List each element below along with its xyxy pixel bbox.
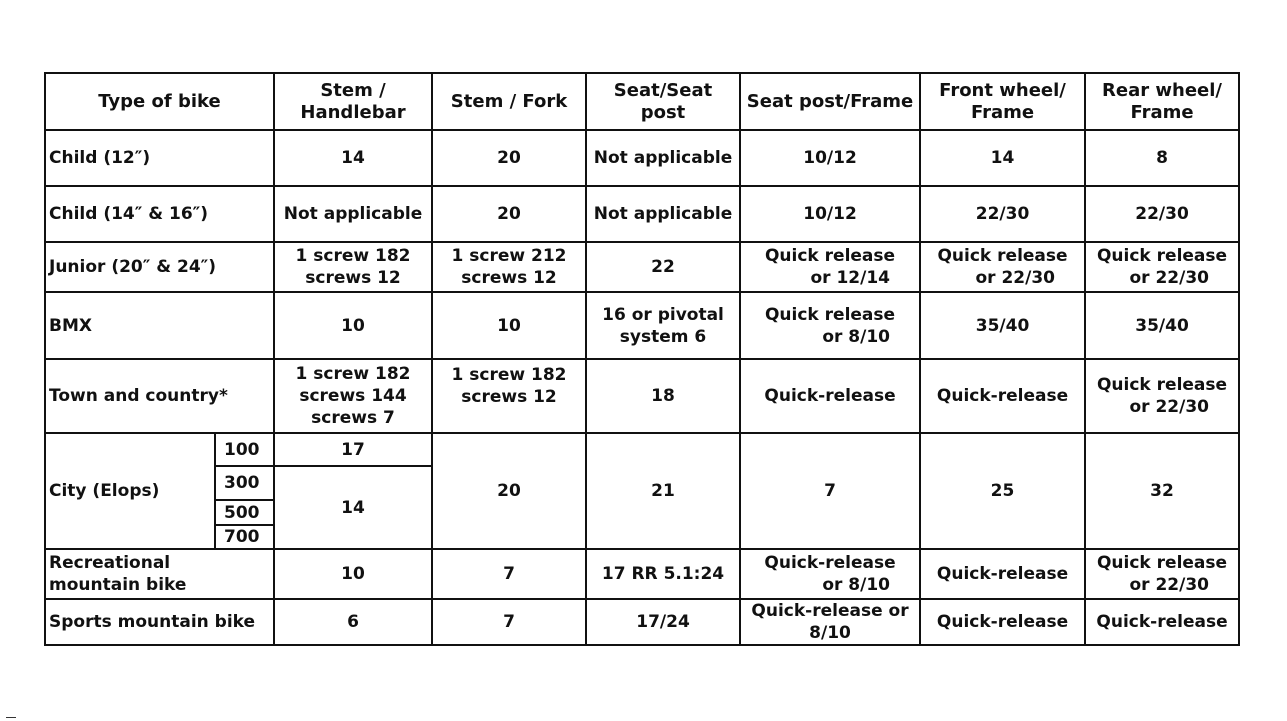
- header-rear-wheel-frame: Rear wheel/ Frame: [1085, 73, 1239, 130]
- seat-seatpost-cell: Not applicable: [586, 186, 740, 242]
- stem-fork-cell: 20: [432, 433, 586, 549]
- rear-wheel-frame-cell: [1085, 359, 1239, 433]
- bike-type-cell: Child (14″ & 16″): [45, 186, 274, 242]
- alt-torque-text: or 8/10: [822, 575, 891, 595]
- seat-seatpost-cell: [586, 292, 740, 359]
- seat-seatpost-cell: 18: [586, 359, 740, 433]
- front-wheel-frame-cell: Quick-release: [920, 549, 1085, 599]
- seatpost-frame-cell: [740, 242, 920, 292]
- stem-handlebar-cell: Not applicable: [274, 186, 432, 242]
- rear-wheel-frame-cell: [1085, 549, 1239, 599]
- quick-release-text: Quick release: [1096, 246, 1228, 266]
- bike-type-text: Recreational mountain bike: [49, 553, 187, 595]
- city-model-700: 700: [215, 525, 274, 549]
- rear-wheel-frame-cell: 32: [1085, 433, 1239, 549]
- front-wheel-frame-cell: Quick-release: [920, 359, 1085, 433]
- quick-release-text: Quick release: [764, 246, 896, 266]
- rear-wheel-frame-cell: 8: [1085, 130, 1239, 186]
- stem-handlebar-text: 1 screw 182 screws 12: [295, 246, 411, 288]
- seat-seatpost-cell: Not applicable: [586, 130, 740, 186]
- bike-type-cell: Child (12″): [45, 130, 274, 186]
- stem-handlebar-cell: [274, 359, 432, 433]
- seatpost-frame-cell: 10/12: [740, 130, 920, 186]
- stem-fork-cell: 20: [432, 186, 586, 242]
- alt-torque-text: or 12/14: [810, 268, 891, 288]
- header-seatpost-frame: Seat post/Frame: [740, 73, 920, 130]
- header-seat-seatpost: Seat/Seat post: [586, 73, 740, 130]
- page-corner-mark: [6, 717, 16, 718]
- header-stem-fork: Stem / Fork: [432, 73, 586, 130]
- seat-seatpost-cell: 17/24: [586, 599, 740, 645]
- bike-type-cell: BMX: [45, 292, 274, 359]
- quick-release-text: Quick release: [1096, 375, 1228, 395]
- header-row: [45, 73, 1239, 130]
- stem-fork-cell: [432, 359, 586, 433]
- quick-release-text: Quick release: [937, 246, 1068, 266]
- seatpost-frame-cell: 7: [740, 433, 920, 549]
- seat-seatpost-cell: 21: [586, 433, 740, 549]
- stem-handlebar-text: 1 screw 182 screws 144 screws 7: [295, 364, 411, 428]
- table-row-sports-mountain-bike: [45, 599, 1239, 645]
- bike-type-cell: Sports mountain bike: [45, 599, 274, 645]
- rear-wheel-frame-cell: [1085, 242, 1239, 292]
- stem-handlebar-cell: 6: [274, 599, 432, 645]
- stem-handlebar-cell: 14: [274, 466, 432, 549]
- seat-seatpost-text: 16 or pivotal system 6: [602, 304, 724, 347]
- stem-handlebar-cell: 10: [274, 292, 432, 359]
- seat-seatpost-cell: 17 RR 5.1:24: [586, 549, 740, 599]
- alt-torque-text: 8/10: [809, 623, 851, 643]
- stem-fork-text: 1 screw 182 screws 12: [451, 365, 567, 407]
- header-stem-handlebar: Stem / Handlebar: [274, 73, 432, 130]
- front-wheel-frame-cell: 22/30: [920, 186, 1085, 242]
- city-model-500: 500: [215, 500, 274, 525]
- seatpost-frame-cell: [740, 549, 920, 599]
- alt-torque-text: or 22/30: [1129, 397, 1210, 417]
- seat-seatpost-cell: 22: [586, 242, 740, 292]
- seatpost-frame-cell: [740, 599, 920, 645]
- stem-handlebar-cell: 17: [274, 433, 432, 466]
- seatpost-frame-cell: 10/12: [740, 186, 920, 242]
- bike-type-cell: Junior (20″ & 24″): [45, 242, 274, 292]
- table-row-junior: [45, 242, 1239, 292]
- table-row-child-14-16: [45, 186, 1239, 242]
- quick-release-text: Quick release: [764, 304, 896, 325]
- seatpost-frame-cell: Quick-release: [740, 359, 920, 433]
- quick-release-text: Quick release: [1096, 553, 1228, 573]
- stem-fork-cell: 7: [432, 599, 586, 645]
- rear-wheel-frame-cell: Quick-release: [1085, 599, 1239, 645]
- city-model-300: 300: [215, 466, 274, 500]
- quick-release-text: Quick-release or: [751, 601, 909, 621]
- quick-release-text: Quick-release: [764, 553, 896, 573]
- stem-fork-cell: [432, 242, 586, 292]
- rear-wheel-frame-cell: 35/40: [1085, 292, 1239, 359]
- alt-torque-text: or 22/30: [1129, 575, 1210, 595]
- table-row-recreational-mountain-bike: [45, 549, 1239, 599]
- header-type-of-bike: Type of bike: [45, 73, 274, 130]
- stem-handlebar-cell: 10: [274, 549, 432, 599]
- bike-type-cell: Town and country*: [45, 359, 274, 433]
- torque-table: [44, 72, 1240, 646]
- rear-wheel-frame-cell: 22/30: [1085, 186, 1239, 242]
- front-wheel-frame-cell: 14: [920, 130, 1085, 186]
- table-row-child-12: [45, 130, 1239, 186]
- alt-torque-text: or 22/30: [975, 268, 1056, 288]
- stem-fork-text: 1 screw 212 screws 12: [451, 246, 567, 288]
- stem-fork-cell: 10: [432, 292, 586, 359]
- stem-handlebar-cell: 14: [274, 130, 432, 186]
- front-wheel-frame-cell: 35/40: [920, 292, 1085, 359]
- header-front-wheel-frame: Front wheel/ Frame: [920, 73, 1085, 130]
- stem-handlebar-cell: [274, 242, 432, 292]
- city-model-100: 100: [215, 433, 274, 466]
- stem-fork-cell: 20: [432, 130, 586, 186]
- front-wheel-frame-cell: Quick-release: [920, 599, 1085, 645]
- alt-torque-text: or 22/30: [1129, 268, 1210, 288]
- front-wheel-frame-cell: [920, 242, 1085, 292]
- table-row-city-100: [45, 433, 1239, 466]
- seatpost-frame-cell: [740, 292, 920, 359]
- table-row-bmx: [45, 292, 1239, 359]
- bike-type-cell: City (Elops): [45, 433, 215, 549]
- alt-torque-text: or 8/10: [822, 326, 891, 347]
- bike-type-cell: [45, 549, 274, 599]
- front-wheel-frame-cell: 25: [920, 433, 1085, 549]
- stem-fork-cell: 7: [432, 549, 586, 599]
- table-row-town-and-country: [45, 359, 1239, 433]
